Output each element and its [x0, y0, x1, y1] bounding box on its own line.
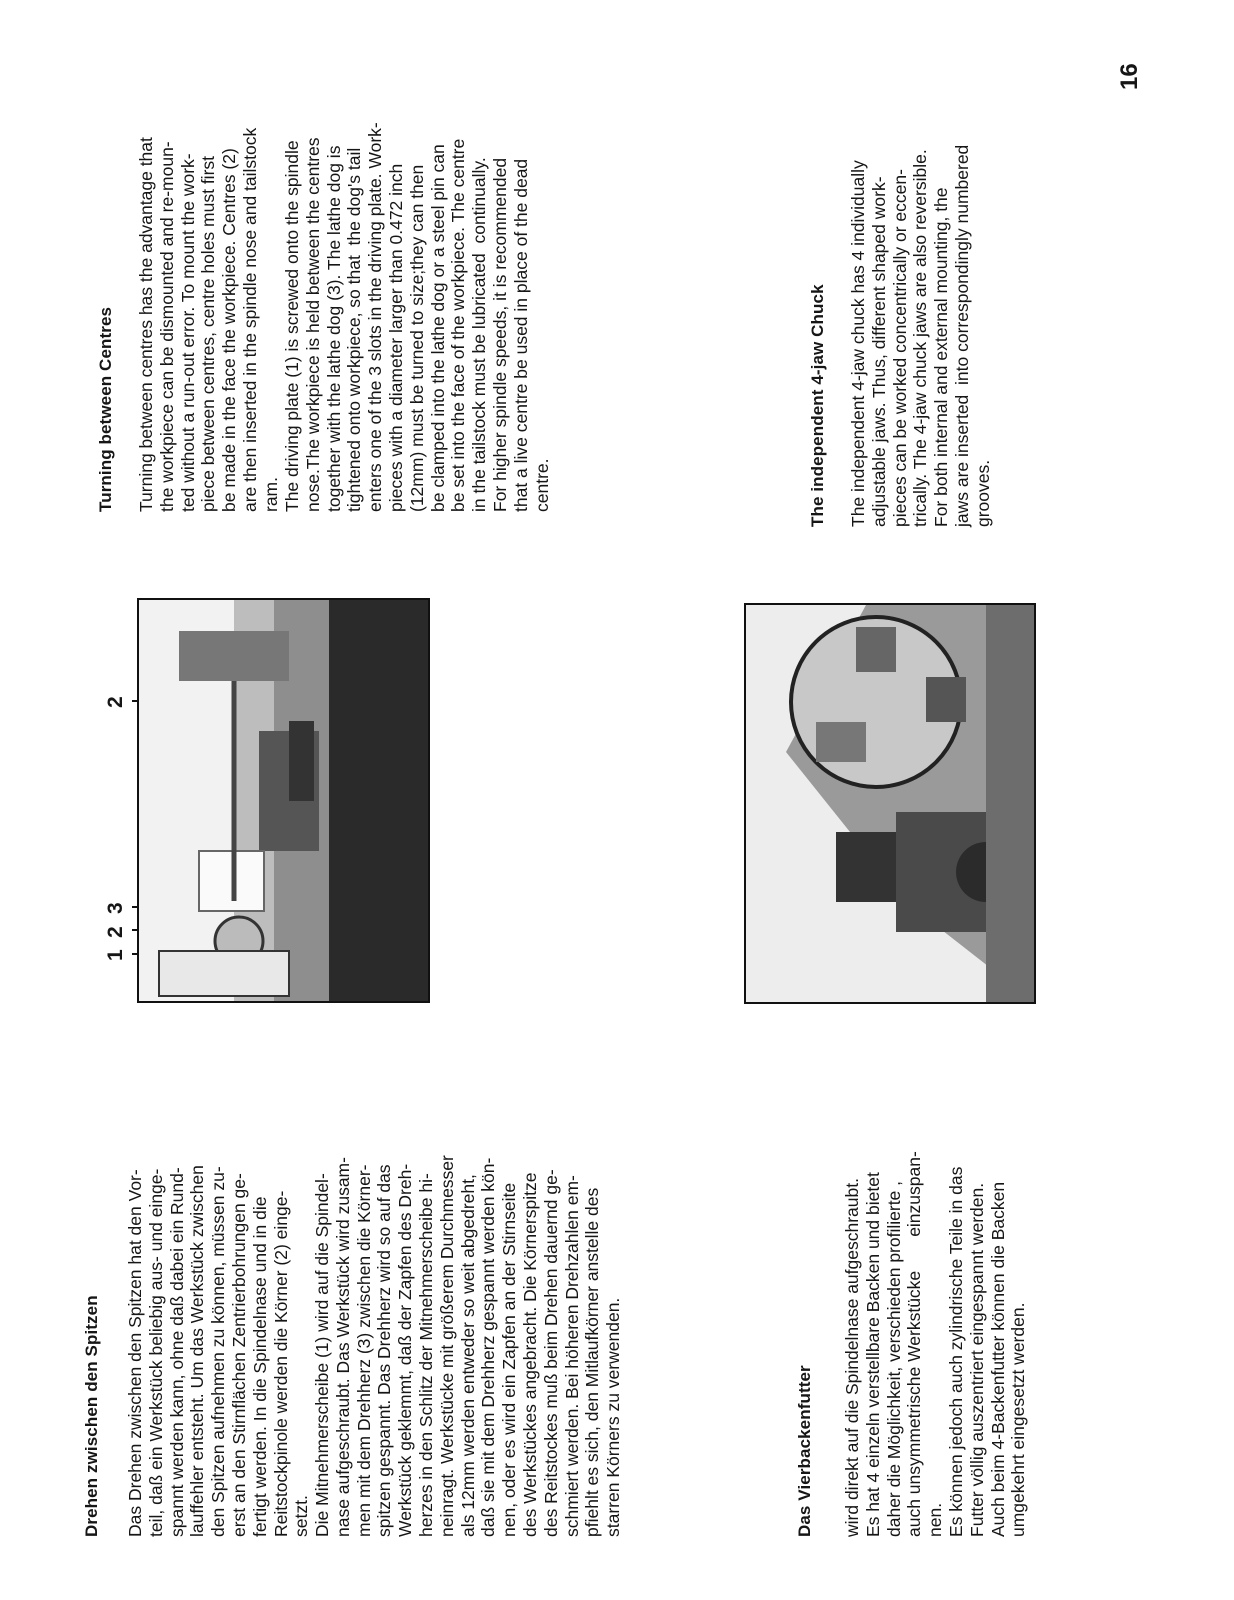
german-centres-paragraph-2: Die Mitnehmerscheibe (1) wird auf die Spindel- nase aufgeschraubt. Das Werkstück wird zusam- men mit dem Drehherz (3) zwischen die Körner- spitzen gespannt. Das Drehherz wird so auf das Werkstück geklemmt, daß der Zapfen des Dreh- herzes in den Schlitz der Mitnehmerscheibe hi- neinragt. Werkstücke mit größerem Durchmesser als 12mm werden entweder so weit abgedreht, daß sie mit dem Drehherz gespannt werden kön- nen, oder es wird ein Zapfen an der Stirnseite des Werkstückes angebracht. Die Körnerspitze des Reitstockes muß beim Drehen dauernd ge- schmiert werden. Bei höheren Drehzahlen em- pfiehlt es sich, den Mitlaufkörner anstelle des starren Körners zu verwenden. — [312, 1155, 624, 1537]
callout-2: 2 — [104, 926, 127, 938]
lathe-photo — [137, 598, 430, 1003]
german-chuck-paragraph-1: wird direkt auf die Spindelnase aufgeschraubt. Es hat 4 einzeln verstellbare Backen und bietet daher die Möglichkeit, verschieden profilierte , auch unsymmetrische Werkstücke einzuspan- nen. — [842, 1151, 946, 1537]
german-centres-heading: Drehen zwischen den Spitzen — [82, 1295, 101, 1537]
page-number: 16 — [1116, 63, 1143, 90]
english-centres-heading: Turning between Centres — [96, 306, 115, 512]
callout-2-tailstock: 2 — [104, 696, 127, 708]
english-centres-paragraph-1: Turning between centres has the advantage that the workpiece can be dismounted and re-moun- ted without a run-out error. To mount the work- piece between centres, centre holes must first be made in the face the workpiece. Centres (2) are then inserted in the spindle nose and tailstock ram. — [136, 127, 281, 512]
chuck-photo — [744, 603, 1036, 1004]
callout-3: 3 — [104, 902, 127, 914]
english-chuck-heading: The independent 4-jaw Chuck — [808, 284, 827, 527]
german-chuck-paragraph-2: Es können jedoch auch zylindrische Teile in das Futter völlig auszentriert eingespannt werden. Auch beim 4-Backenfutter können die Backen umgekehrt eingesetzt werden. — [946, 1166, 1029, 1537]
callout-1: 1 — [104, 949, 127, 961]
english-chuck-paragraph-1: The independent 4-jaw chuck has 4 individually adjustable jaws. Thus, different shaped work- pieces can be worked concentrically or eccen- trically. The 4-jaw chuck jaws are also reversible. For both internal and external mounting, the jaws are inserted into correspondingly numbered grooves. — [848, 144, 993, 527]
german-centres-paragraph-1: Das Drehen zwischen den Spitzen hat den Vor- teil, daß ein Werkstück beliebig aus- und einge- spannt werden kann, ohne daß dabei ein Rund- lauffehler entsteht. Um das Werkstück zwischen den Spitzen aufnehmen zu können, müssen zu- erst an den Stirnflächen Zentrierbohrungen ge- fertigt werden. In die Spindelnase und in die Reitstockpinole werden die Körner (2) einge- setzt. — [125, 1165, 312, 1537]
english-centres-paragraph-2: The driving plate (1) is screwed onto the spindle nose.The workpiece is held between the centres together with the lathe dog (3). The lathe dog is tightened onto workpiece, so that the dog's tail enters one of the 3 slots in the driving plate. Work- pieces with a diameter larger than 0.472 inch (12mm) must be turned to size;they can then be clamped into the lathe dog or a steel pin can be set into the face of the workpiece. The centre in the tailstock must be lubricated continually. For higher spindle speeds, it is recommended that a live centre be used in place of the dead centre. — [282, 122, 552, 512]
german-chuck-heading: Das Vierbackenfutter — [795, 1365, 814, 1537]
